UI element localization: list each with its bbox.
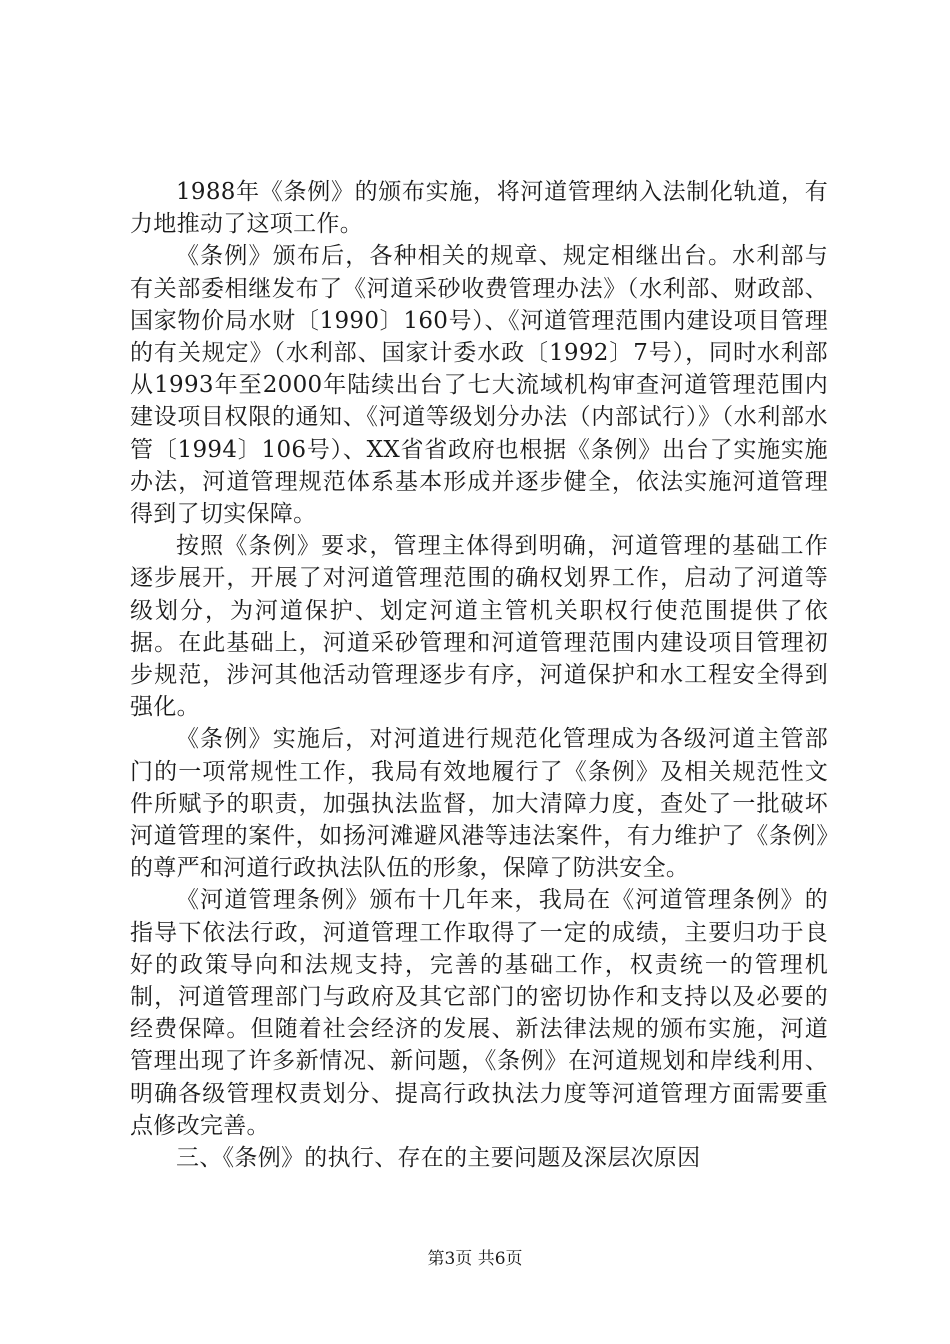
section-heading: 三、《条例》的执行、存在的主要问题及深层次原因 (176, 1145, 701, 1172)
paragraph-4: 《条例》实施后，对河道进行规范化管理成为各级河道主管部门的一项常规性工作，我局有效地履行了《条例》及相关规范性文件所赋予的职责，加强执法监督，加大清障力度，查处了一批破坏河道管理的案件，如扬河滩避风港等违法案件，有力维护了《条例》的尊严和河道行政执法队伍的形象，保障了防洪安全。 (130, 726, 828, 882)
paragraph-2: 《条例》颁布后，各种相关的规章、规定相继出台。水利部与有关部委相继发布了《河道采砂收费管理办法》（水利部、财政部、国家物价局水财〔1990〕160号）、《河道管理范围内建设项目管理的有关规定》（水利部、国家计委水政〔1992〕7号），同时水利部从1993年至2000年陆续出台了七大流域机构审查河道管理范围内建设项目权限的通知、《河道等级划分办法（内部试行）》（水利部水管〔1994〕106号）、XX省省政府也根据《条例》出台了实施实施办法，河道管理规范体系基本形成并逐步健全，依法实施河道管理得到了切实保障。 (130, 243, 828, 528)
document-body (130, 176, 828, 1174)
paragraph-1: 1988年《条例》的颁布实施，将河道管理纳入法制化轨道，有力地推动了这项工作。 (130, 179, 828, 238)
paragraph-3: 按照《条例》要求，管理主体得到明确，河道管理的基础工作逐步展开，开展了对河道管理范围的确权划界工作，启动了河道等级划分，为河道保护、划定河道主管机关职权行使范围提供了依据。在此基础上，河道采砂管理和河道管理范围内建设项目管理初步规范，涉河其他活动管理逐步有序，河道保护和水工程安全得到强化。 (130, 533, 828, 721)
page-number-footer: 第3页 共6页 (427, 1249, 523, 1269)
paragraph-5: 《河道管理条例》颁布十几年来，我局在《河道管理条例》的指导下依法行政，河道管理工作取得了一定的成绩，主要归功于良好的政策导向和法规支持，完善的基础工作，权责统一的管理机制，河道管理部门与政府及其它部门的密切协作和支持以及必要的经费保障。但随着社会经济的发展、新法律法规的颁布实施，河道管理出现了许多新情况、新问题，《条例》在河道规划和岸线利用、明确各级管理权责划分、提高行政执法力度等河道管理方面需要重点修改完善。 (130, 887, 828, 1139)
